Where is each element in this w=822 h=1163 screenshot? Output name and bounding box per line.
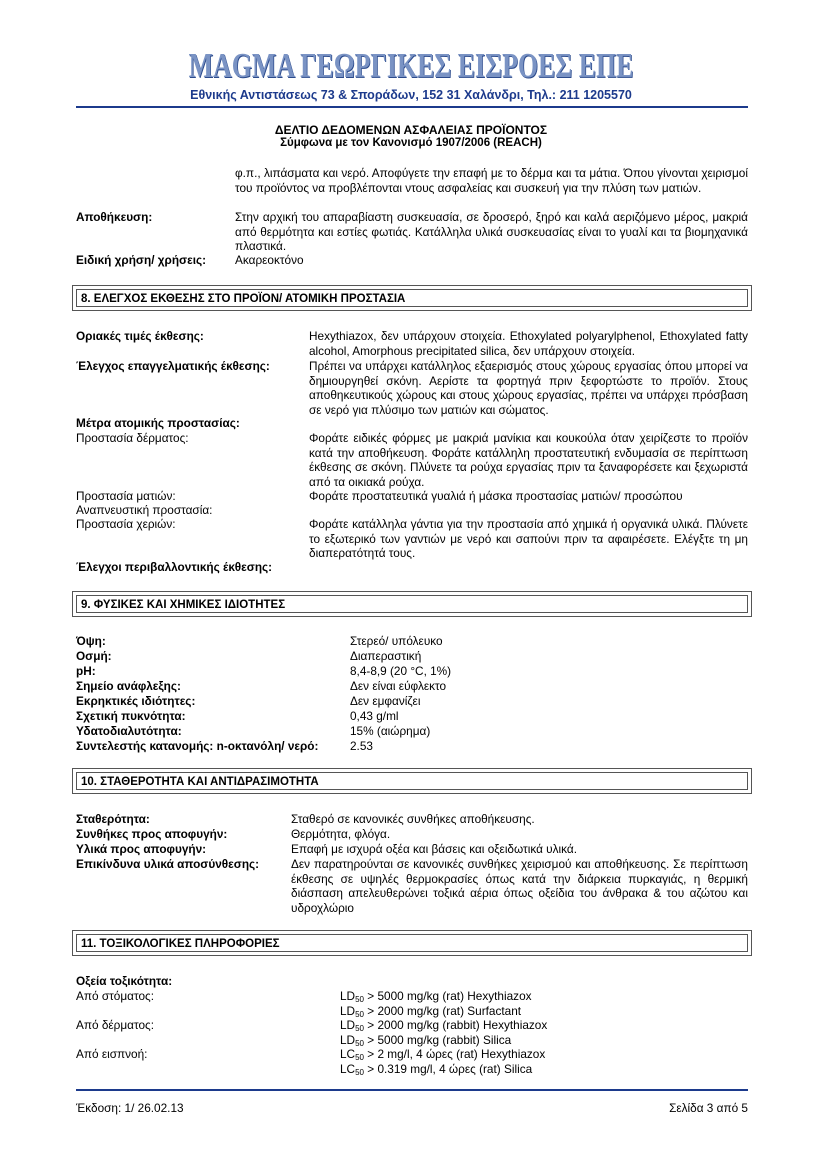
stability-label: Επικίνδυνα υλικά αποσύνθεσης: — [76, 857, 260, 871]
toxicity-subscript: 50 — [355, 1053, 364, 1062]
toxicity-text: > 2000 mg/kg (rabbit) Hexythiazox — [364, 1018, 548, 1032]
specific-use-value: Ακαρεοκτόνο — [235, 253, 304, 267]
environmental-control-label: Έλεγχοι περιβαλλοντικής έκθεσης: — [76, 560, 273, 574]
stability-label: Σταθερότητα: — [76, 812, 150, 826]
property-row — [76, 724, 748, 739]
property-row — [76, 664, 748, 679]
section-11-title: 11. ΤΟΞΙΚΟΛΟΓΙΚΕΣ ΠΛΗΡΟΦΟΡΙΕΣ — [76, 934, 748, 952]
toxicity-entry: $LD_{50} > 2000$ mg/kg (rat) Surfactant — [340, 1004, 522, 1019]
page-number: Σελίδα 3 από 5 — [669, 1101, 748, 1115]
property-label: Συντελεστής κατανομής: n-οκτανόλη/ νερό: — [76, 739, 319, 753]
hand-protection-value: Φοράτε κατάλληλα γάντια για την προστασία από χημικά ή οργανικά υλικά. Πλύνετε το εξωτερικό των γαντιών με νερό και σαπούνι πριν τα αφαιρέσετε. Ελέγξτε τη μη διαπερατότητά τους. — [309, 517, 748, 560]
acute-toxicity-label: Οξεία τοξικότητα: — [76, 974, 173, 988]
edition-info: Έκδοση: 1/ 26.02.13 — [76, 1101, 184, 1115]
company-logo: MAGMA ΓΕΩΡΓΙΚΕΣ ΕΙΣΡΟΕΣ ΕΠΕ — [188, 46, 634, 85]
stability-label: Συνθήκες προς αποφυγήν: — [76, 827, 228, 841]
eye-protection-label: Προστασία ματιών: — [76, 489, 176, 503]
section-10-header — [72, 768, 752, 794]
property-row — [76, 634, 748, 649]
respiratory-protection-label: Αναπνευστική προστασία: — [76, 503, 213, 517]
handling-continuation: φ.π., λιπάσματα και νερό. Αποφύγετε την επαφή με το δέρμα και τα μάτια. Όπου γίνονται χειρισμοί του προϊόντος να προβλέπονται ντους ασφαλείας και συσκευή για την πλύση των ματιών. — [235, 166, 748, 195]
toxicity-prefix: LD — [340, 1018, 356, 1032]
oral-route-label: Από στόματος: — [76, 989, 154, 1003]
occupational-control-value: Πρέπει να υπάρχει κατάλληλος εξαερισμός στους χώρους εργασίας όπου μπορεί να δημιουργηθεί σκόνη. Αερίστε τα φορτηγά πριν ξεφορτώστε το προϊόν. Στους αποθηκευτικούς χώρους και στους χώρους εργασίας, πρέπει να υπάρχει πρόσβαση σε νερό για πλύσιμο των ματιών και σώματος. — [309, 359, 748, 417]
header-rule — [76, 106, 748, 108]
property-label: Υδατοδιαλυτότητα: — [76, 724, 182, 738]
stability-label: Υλικά προς αποφυγήν: — [76, 842, 207, 856]
property-row — [76, 649, 748, 664]
section-8-header — [72, 285, 752, 311]
dermal-route-label: Από δέρματος: — [76, 1018, 155, 1032]
property-label: Σημείο ανάφλεξης: — [76, 679, 181, 693]
document-title: ΔΕΛΤΙΟ ΔΕΔΟΜΕΝΩΝ ΑΣΦΑΛΕΙΑΣ ΠΡΟΪΟΝΤΟΣ — [274, 123, 548, 137]
property-value: 15% (αιώρημα) — [350, 724, 431, 738]
toxicity-prefix: LD — [340, 989, 356, 1003]
toxicity-prefix: LC — [340, 1047, 356, 1061]
property-row — [76, 709, 748, 724]
section-8-title: 8. ΕΛΕΓΧΟΣ ΕΚΘΕΣΗΣ ΣΤΟ ΠΡΟΪΟΝ/ ΑΤΟΜΙΚΗ ΠΡΟΣΤΑΣΙΑ — [76, 289, 748, 307]
document-subtitle: Σύμφωνα με τον Κανονισμό 1907/2006 (REACH) — [280, 137, 542, 149]
toxicity-text: > 5000 mg/kg (rat) Hexythiazox — [364, 989, 532, 1003]
toxicity-prefix: LC — [340, 1062, 356, 1076]
inhalation-route-label: Από εισπνοή: — [76, 1047, 148, 1061]
section-9-header — [72, 591, 752, 617]
section-10-title: 10. ΣΤΑΘΕΡΟΤΗΤΑ ΚΑΙ ΑΝΤΙΔΡΑΣΙΜΟΤΗΤΑ — [76, 772, 748, 790]
property-value: 2.53 — [350, 739, 373, 753]
toxicity-text: > 5000 mg/kg (rabbit) Silica — [364, 1033, 512, 1047]
stability-row — [76, 812, 748, 827]
toxicity-entry — [340, 1062, 532, 1081]
toxicity-subscript: 50 — [355, 1024, 364, 1033]
footer-rule — [76, 1089, 748, 1091]
property-value: Διαπεραστική — [350, 649, 422, 663]
stability-table — [76, 812, 748, 917]
property-label: Σχετική πυκνότητα: — [76, 709, 186, 723]
property-value: 0,43 g/ml — [350, 709, 399, 723]
property-value: Δεν εμφανίζει — [350, 694, 421, 708]
property-label: pH: — [76, 664, 96, 678]
properties-table — [76, 634, 748, 754]
eye-protection-value: Φοράτε προστατευτικά γυαλιά ή μάσκα προστασίας ματιών/ προσώπου — [309, 489, 683, 503]
stability-row — [76, 857, 748, 917]
toxicity-prefix: LD — [340, 1033, 356, 1047]
stability-value: Δεν παρατηρούνται σε κανονικές συνθήκες χειρισμού και αποθήκευσης. Σε περίπτωση έκθεσης σε υψηλές θερμοκρασίες όπως κατά την διάρκεια πυρκαγιάς, η θερμική διάσπαση απελευθερώνει τοξικά αέρια όπως οξείδια του άνθρακα & του αζώτου και υδροχλώριο — [291, 857, 748, 915]
property-value: Δεν είναι εύφλεκτο — [350, 679, 447, 693]
toxicity-subscript: 50 — [355, 995, 364, 1004]
storage-value: Στην αρχική του απαραβίαστη συσκευασία, σε δροσερό, ξηρό και καλά αεριζόμενο μέρος, μακριά από θερμότητα και εστίες φωτιάς. Κατάλληλα υλικά συσκευασίας είναι το γυαλί και τα βιομηχανικά πλαστικά. — [235, 210, 748, 253]
occupational-control-label: Έλεγχος επαγγελματικής έκθεσης: — [76, 359, 270, 373]
stability-value: Επαφή με ισχυρά οξέα και βάσεις και οξειδωτικά υλικά. — [291, 842, 577, 856]
section-9-title: 9. ΦΥΣΙΚΕΣ ΚΑΙ ΧΗΜΙΚΕΣ ΙΔΙΟΤΗΤΕΣ — [76, 595, 748, 613]
property-row — [76, 679, 748, 694]
exposure-limits-value: Hexythiazox, δεν υπάρχουν στοιχεία. Ethoxylated polyarylphenol, Ethoxylated fatty alcohol, Amorphous precipitated silica, δεν υπάρχουν στοιχεία. — [309, 329, 748, 358]
property-value: 8,4-8,9 (20 °C, 1%) — [350, 664, 452, 678]
section-11-header — [72, 930, 752, 956]
toxicity-text: > 0.319 mg/l, 4 ώρες (rat) Silica — [364, 1062, 533, 1076]
stability-value: Θερμότητα, φλόγα. — [291, 827, 391, 841]
storage-label: Αποθήκευση: — [76, 210, 153, 224]
property-label: Όψη: — [76, 634, 106, 648]
company-address: Εθνικής Αντιστάσεως 73 & Σποράδων, 152 31 Χαλάνδρι, Τηλ.: 211 1205570 — [190, 88, 632, 102]
stability-row — [76, 827, 748, 842]
property-row — [76, 694, 748, 709]
skin-protection-label: Προστασία δέρματος: — [76, 431, 189, 445]
stability-row — [76, 842, 748, 857]
exposure-limits-label: Οριακές τιμές έκθεσης: — [76, 329, 204, 343]
property-label: Οσμή: — [76, 649, 112, 663]
toxicity-subscript: 50 — [355, 1068, 364, 1077]
specific-use-label: Ειδική χρήση/ χρήσεις: — [76, 253, 207, 267]
property-value: Στερεό/ υπόλευκο — [350, 634, 443, 648]
property-label: Εκρηκτικές ιδιότητες: — [76, 694, 196, 708]
toxicity-text: > 2 mg/l, 4 ώρες (rat) Hexythiazox — [364, 1047, 546, 1061]
stability-value: Σταθερό σε κανονικές συνθήκες αποθήκευσης. — [291, 812, 535, 826]
property-row — [76, 739, 748, 754]
toxicity-subscript: 50 — [355, 1039, 364, 1048]
skin-protection-value: Φοράτε ειδικές φόρμες με μακριά μανίκια και κουκούλα όταν χειρίζεστε το προϊόν κατά την αποθήκευση. Φοράτε κατάλληλη προστατευτική ενδυμασία σε περίπτωση έκθεσης σε σκόνη. Πλύνετε τα ρούχα εργασίας πριν τα ξαναφορέσετε και ξεχωριστά από τα οικιακά ρούχα. — [309, 431, 748, 489]
personal-protection-label: Μέτρα ατομικής προστασίας: — [76, 416, 240, 430]
hand-protection-label: Προστασία χεριών: — [76, 517, 176, 531]
